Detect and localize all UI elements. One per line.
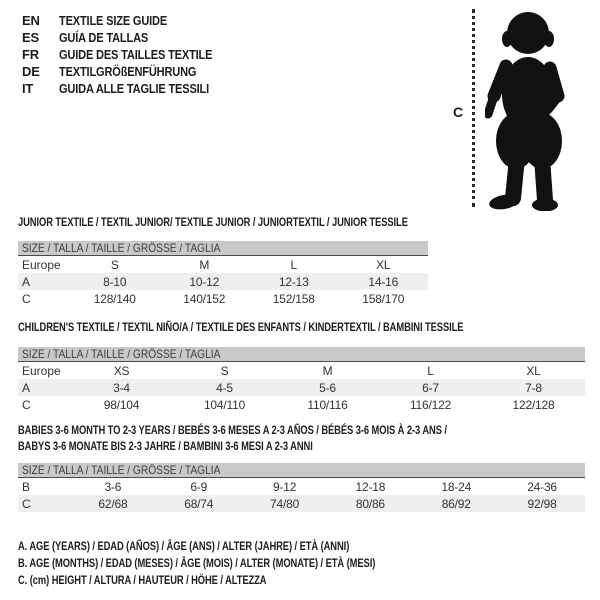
footnotes [18,538,476,589]
table-row [18,256,428,273]
table-cell: 128/140 [93,291,136,306]
row-label: A [22,380,31,395]
table-cell: 24-36 [527,479,557,494]
table-cell: 3-6 [104,479,122,494]
table-cell: 12-13 [278,274,309,289]
table-cell: 3-4 [113,380,130,395]
table-cell: 152/158 [272,291,315,306]
table-row [18,495,585,512]
language-code: IT [22,81,34,96]
table-cell: 80/86 [355,496,385,511]
table-cell: 62/68 [98,496,128,511]
table-row [18,362,585,379]
table-cell: 4-5 [216,380,233,395]
size-header-label: SIZE / TALLA / TAILLE / GRÖSSE / TAGLIA [22,347,221,361]
table-cell: 110/116 [307,397,348,412]
table-cell: 9-12 [272,479,297,494]
size-table-rows [18,362,585,413]
section-title-junior: JUNIOR TEXTILE / TEXTIL JUNIOR/ TEXTILE JUNIOR / JUNIORTEXTIL / JUNIOR TESSILE [18,215,408,229]
table-cell: 122/128 [512,397,555,412]
language-row [22,29,239,46]
table-row [18,290,428,307]
table-cell: M [322,363,333,378]
footnote-c: C. (cm) HEIGHT / ALTURA / HAUTEUR / HÖHE / ALTEZZA [18,573,267,587]
size-table-rows [18,478,585,512]
table-row [18,478,585,495]
table-row [18,379,585,396]
section-title-babies-line1: BABIES 3-6 MONTH TO 2-3 YEARS / BEBÉS 3-6 MESES A 2-3 AÑOS / BÉBÉS 3-6 MOIS À 2-3 ANS / [18,423,447,437]
table-cell: 10-12 [189,274,220,289]
language-row [22,80,239,97]
language-code: FR [22,47,39,62]
footnote-b: B. AGE (MONTHS) / EDAD (MESES) / ÂGE (MOIS) / ALTER (MONATE) / ETÀ (MESI) [18,556,376,570]
size-header-label: SIZE / TALLA / TAILLE / GRÖSSE / TAGLIA [22,463,221,477]
size-header-bar [18,241,428,256]
language-row [22,12,239,29]
table-cell: 68/74 [184,496,214,511]
size-header-label: SIZE / TALLA / TAILLE / GRÖSSE / TAGLIA [22,241,221,255]
size-table-junior [18,241,428,307]
language-label: TEXTILE SIZE GUIDE [59,13,168,28]
footnote-a: A. AGE (YEARS) / EDAD (AÑOS) / ÂGE (ANS) / ALTER (JAHRE) / ETÀ (ANNI) [18,539,350,553]
table-cell: 116/122 [409,397,452,412]
language-label: TEXTILGRÖßENFÜHRUNG [59,64,197,79]
table-cell: 6-7 [422,380,439,395]
size-header-bar [18,463,585,478]
table-cell: XL [526,363,541,378]
table-row [18,396,585,413]
row-label: C [22,291,31,306]
table-cell: 8-10 [103,274,127,289]
table-cell: 140/152 [183,291,226,306]
height-measure-label: C [453,104,464,120]
language-label: GUIDE DES TAILLES TEXTILE [59,47,213,62]
height-dotted-line [472,9,475,207]
size-table-rows [18,256,428,307]
language-code: ES [22,30,39,45]
language-list [22,12,239,97]
table-cell: 14-16 [368,274,399,289]
size-table-babies [18,463,585,512]
table-cell: S [110,257,119,272]
table-cell: M [199,257,210,272]
table-cell: 74/80 [270,496,300,511]
table-cell: L [290,257,297,272]
table-cell: 7-8 [525,380,542,395]
section-title-children: CHILDREN'S TEXTILE / TEXTIL NIÑO/A / TEXTILE DES ENFANTS / KINDERTEXTIL / BAMBINI TESSILE [18,320,464,334]
baby-silhouette-icon [485,6,595,211]
table-cell: XS [113,363,130,378]
table-cell: 86/92 [441,496,471,511]
language-label: GUÍA DE TALLAS [59,30,149,45]
table-cell: XL [376,257,391,272]
row-label: Europe [22,363,61,378]
table-cell: S [220,363,229,378]
table-cell: 92/98 [527,496,557,511]
table-cell: 158/170 [362,291,405,306]
row-label: C [22,397,31,412]
size-header-bar [18,347,585,362]
table-cell: 98/104 [103,397,140,412]
table-cell: 12-18 [355,479,386,494]
row-label: B [22,479,31,494]
language-code: DE [22,64,40,79]
row-label: A [22,274,31,289]
row-label: Europe [22,257,61,272]
table-cell: 104/110 [203,397,246,412]
section-title-babies-line2: BABYS 3-6 MONATE BIS 2-3 JAHRE / BAMBINI 3-6 MESI A 2-3 ANNI [18,439,313,453]
table-cell: 5-6 [319,380,336,395]
row-label: C [22,496,31,511]
size-table-children [18,347,585,413]
language-row [22,46,239,63]
language-code: EN [22,13,40,28]
table-cell: L [427,363,434,378]
table-cell: 6-9 [190,479,208,494]
language-row [22,63,239,80]
table-row [18,273,428,290]
table-cell: 18-24 [441,479,472,494]
language-label: GUIDA ALLE TAGLIE TESSILI [59,81,210,96]
